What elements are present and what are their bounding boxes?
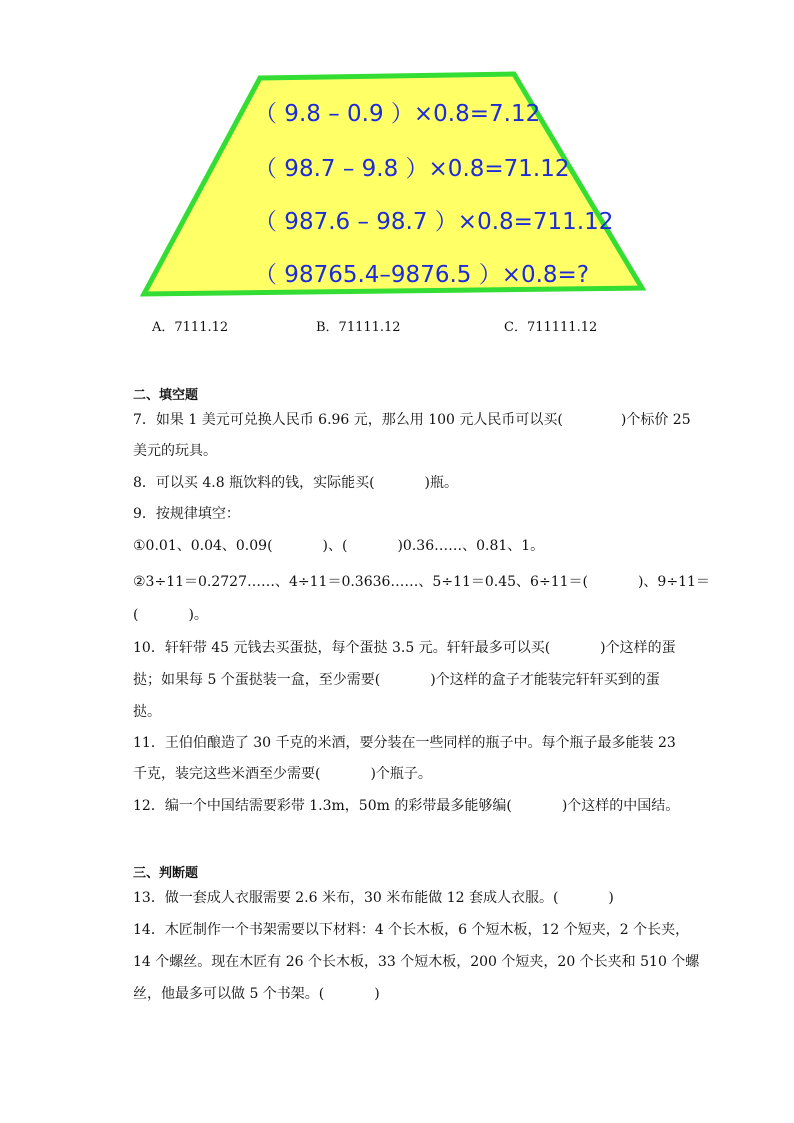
q7-text-a: 7．如果 1 美元可兑换人民币 6.96 元，那么用 100 元人民币可以买(: [133, 412, 563, 428]
question-10-line-3: 挞。: [133, 704, 161, 720]
q11-text-b: )个瓶子。: [370, 766, 432, 782]
q9-l2-text-b: )、9÷11＝: [637, 574, 710, 590]
question-7-line-1: [133, 410, 691, 430]
question-14-line-1: 14．木匠制作一个书架需要以下材料：4 个长木板，6 个短木板，12 个短夹，2 个长夹，: [133, 922, 690, 938]
q12-text-a: 12．编一个中国结需要彩带 1.3m，50m 的彩带最多能够编(: [133, 798, 512, 814]
question-9-line-1: [133, 536, 544, 556]
question-8: [133, 473, 458, 493]
section-judgement-title: 三、判断题: [133, 866, 199, 881]
question-14-line-2: 14 个螺丝。现在木匠有 26 个长木板，33 个短木板，200 个短夹，20 个长夹和 510 个螺: [133, 954, 700, 970]
q14-text-a: 丝，他最多可以做 5 个书架。(: [133, 986, 325, 1002]
question-9-title: 9．按规律填空：: [133, 506, 240, 522]
q14-text-b: ): [374, 986, 380, 1002]
q9-l2-text-a: ②3÷11＝0.2727……、4÷11＝0.3636……、5÷11＝0.45、6÷11＝(: [133, 574, 588, 590]
q10-l1-text-b: )个这样的蛋: [600, 640, 676, 656]
equation-1: （ 9.8 – 0.9 ）×0.8=7.12: [254, 101, 541, 127]
q9-l1-text-a: ①0.01、0.04、0.09(: [133, 538, 273, 554]
trapezoid-figure: [136, 68, 648, 300]
q10-l2-text-b: )个这样的盒子才能装完轩轩买到的蛋: [430, 672, 660, 688]
section-fill-in-title: 二、填空题: [133, 388, 199, 403]
q10-l1-text-a: 10．轩轩带 45 元钱去买蛋挞，每个蛋挞 3.5 元。轩轩最多可以买(: [133, 640, 551, 656]
equation-4: （ 98765.4–9876.5 ）×0.8=?: [254, 262, 590, 288]
option-c[interactable]: C．711111.12: [504, 320, 598, 335]
question-11-line-1: 11．王伯伯酿造了 30 千克的米酒，要分装在一些同样的瓶子中。每个瓶子最多能装 23: [133, 735, 676, 751]
q13-text-a: 13．做一套成人衣服需要 2.6 米布，30 米布能做 12 套成人衣服。(: [133, 890, 559, 906]
question-12: [133, 796, 679, 816]
equation-2: （ 98.7 – 9.8 ）×0.8=71.12: [254, 156, 570, 182]
q7-text-b: )个标价 25: [620, 412, 691, 428]
q9-l1-text-b: )、(: [322, 538, 348, 554]
question-10-line-2: [133, 670, 660, 690]
q11-text-a: 千克，装完这些米酒至少需要(: [133, 766, 321, 782]
question-7-line-2: 美元的玩具。: [133, 443, 217, 459]
q12-text-b: )个这样的中国结。: [561, 798, 680, 814]
q9-l3-text-a: (: [133, 607, 139, 623]
q9-l1-text-c: )0.36……、0.81、1。: [397, 538, 545, 554]
q8-text-b: )瓶。: [424, 475, 459, 491]
option-a[interactable]: A．7111.12: [152, 320, 229, 335]
question-11-line-2: [133, 764, 432, 784]
option-b[interactable]: B．71111.12: [316, 320, 401, 335]
q10-l2-text-a: 挞；如果每 5 个蛋挞装一盒，至少需要(: [133, 672, 381, 688]
question-10-line-1: [133, 638, 676, 658]
q9-l3-text-b: )。: [188, 607, 208, 623]
question-9-line-3: [133, 605, 208, 625]
question-14-line-3: [133, 984, 380, 1004]
equation-3: （ 987.6 – 98.7 ）×0.8=711.12: [254, 209, 614, 235]
question-9-line-2: [133, 572, 710, 592]
q13-text-b: ): [608, 890, 614, 906]
question-13: [133, 888, 614, 908]
q8-text-a: 8．可以买 4.8 瓶饮料的钱，实际能买(: [133, 475, 375, 491]
